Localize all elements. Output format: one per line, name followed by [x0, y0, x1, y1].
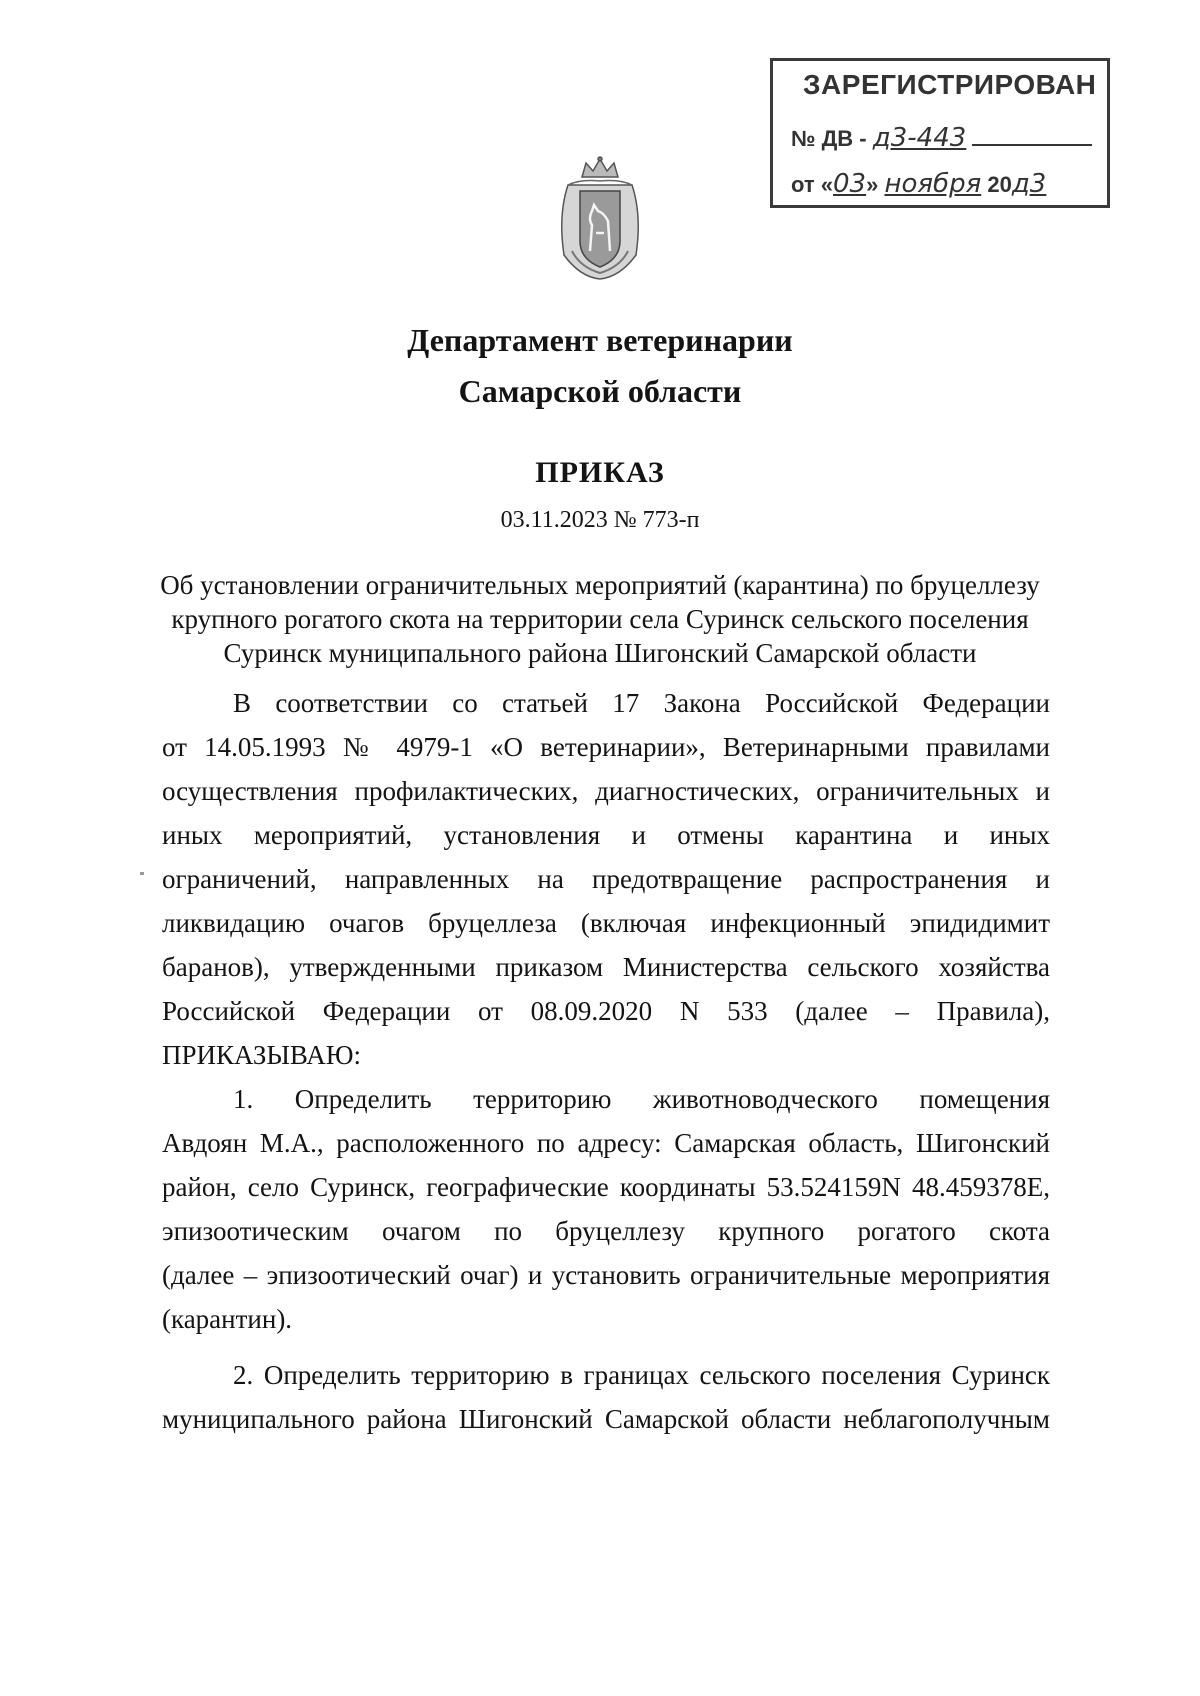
stamp-date-mid: » — [866, 172, 879, 197]
body-line: ПРИКАЗЫВАЮ: — [162, 1040, 361, 1070]
stamp-number-line — [972, 143, 1092, 146]
stamp-title: ЗАРЕГИСТРИРОВАН — [803, 69, 1097, 100]
body-line: эпизоотическим очагом по бруцеллезу крупного рогатого скота — [162, 1216, 1050, 1246]
stamp-date-day: 03 — [833, 169, 867, 199]
registration-stamp — [770, 58, 1110, 208]
body-line: осуществления профилактических, диагностических, ограничительных и — [162, 776, 1050, 806]
stamp-date-year: д3 — [1011, 169, 1047, 199]
stamp-date-row — [791, 169, 1046, 199]
stamp-date-prefix: от « — [791, 172, 834, 197]
stamp-number-handwritten: д3-443 — [872, 123, 967, 153]
body-line: ограничений, направленных на предотвращение распространения и — [162, 864, 1050, 894]
body-line: муниципального района Шигонский Самарской области неблагополучным — [162, 1404, 1050, 1434]
body-line: Российской Федерации от 08.09.2020 N 533 (далее – Правила), — [162, 996, 1050, 1026]
body-line: баранов), утвержденными приказом Министерства сельского хозяйства — [162, 952, 1050, 982]
body-line: от 14.05.1993 № 4979-1 «О ветеринарии», Ветеринарными правилами — [162, 732, 1050, 762]
order-title: ПРИКАЗ — [535, 456, 665, 489]
order-number: 03.11.2023 № 773-п — [500, 507, 700, 533]
stamp-date-month: ноября — [884, 169, 982, 199]
body-line: (далее – эпизоотический очаг) и установить ограничительные мероприятия — [162, 1260, 1050, 1290]
stamp-number-row — [791, 123, 1092, 153]
body-line: 2. Определить территорию в границах сельского поселения Суринск — [233, 1360, 1050, 1390]
stamp-date-year-prefix: 20 — [987, 172, 1012, 197]
body-line: В соответствии со статьей 17 Закона Российской Федерации — [233, 688, 1050, 718]
stamp-number-label: № ДВ - — [791, 126, 867, 151]
body-line: район, село Суринск, географические координаты 53.524159N 48.459378E, — [162, 1172, 1050, 1202]
body-line: 1. Определить территорию животноводческого помещения — [233, 1084, 1050, 1114]
order-subject: Об установлении ограничительных мероприятий (карантина) по бруцеллезу крупного рогатого скота на территории села Суринск сельского поселения Суринск муниципального района Шигонский Самарской области — [160, 570, 1040, 668]
department-name-line1: Департамент ветеринарии — [407, 322, 793, 358]
scan-mark — [140, 872, 144, 875]
department-name-line2: Самарской области — [458, 373, 742, 409]
body-line: ликвидацию очагов бруцеллеза (включая инфекционный эпидидимит — [162, 908, 1050, 938]
coat-of-arms-icon — [550, 155, 650, 285]
body-line: Авдоян М.А., расположенного по адресу: Самарская область, Шигонский — [162, 1128, 1050, 1158]
body-line: (карантин). — [162, 1304, 293, 1334]
body-line: иных мероприятий, установления и отмены карантина и иных — [162, 820, 1050, 850]
